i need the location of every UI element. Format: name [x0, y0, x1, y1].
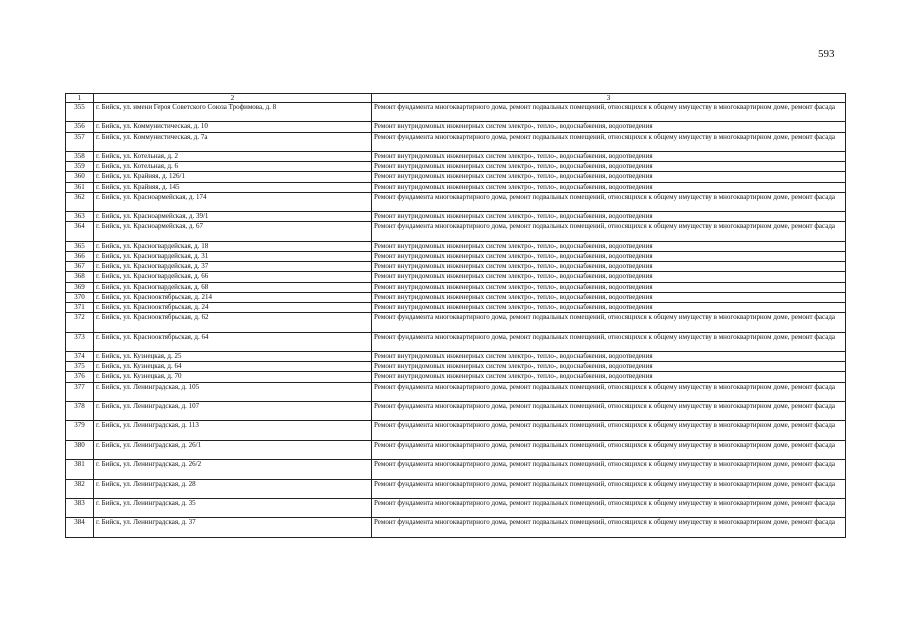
row-work-type: Ремонт фундамента многоквартирного дома, ремонт подвальных помещений, относящихся к общему имуществу в многоквартирном доме, ремонт фасада: [372, 313, 846, 332]
table-row: [66, 382, 846, 401]
header-col-1: 1: [66, 94, 94, 103]
row-address: г. Бийск, ул. Ленинградская, д. 37: [94, 518, 372, 537]
table-row: [66, 313, 846, 332]
row-number: 363: [66, 212, 94, 222]
table-row: [66, 498, 846, 517]
row-number: 379: [66, 421, 94, 440]
row-address: г. Бийск, ул. Красногвардейская, д. 68: [94, 282, 372, 292]
row-address: г. Бийск, ул. Красногвардейская, д. 37: [94, 262, 372, 272]
table-row: [66, 262, 846, 272]
row-address: г. Бийск, ул. Красноармейская, д. 39/1: [94, 212, 372, 222]
row-work-type: Ремонт внутридомовых инженерных систем электро-, тепло-, водоснабжения, водоотведения: [372, 351, 846, 361]
table-row: [66, 272, 846, 282]
row-address: г. Бийск, ул. Красноармейская, д. 67: [94, 222, 372, 241]
row-number: 370: [66, 292, 94, 302]
row-number: 384: [66, 518, 94, 537]
row-work-type: Ремонт фундамента многоквартирного дома, ремонт подвальных помещений, относящихся к общему имуществу в многоквартирном доме, ремонт фасада: [372, 103, 846, 122]
row-work-type: Ремонт внутридомовых инженерных систем электро-, тепло-, водоснабжения, водоотведения: [372, 292, 846, 302]
table-row: [66, 132, 846, 151]
table-row: [66, 241, 846, 251]
row-address: г. Бийск, ул. Крайняя, д. 126/1: [94, 172, 372, 182]
row-address: г. Бийск, ул. Ленинградская, д. 28: [94, 479, 372, 498]
row-number: 367: [66, 262, 94, 272]
table-row: [66, 518, 846, 537]
table-row: [66, 182, 846, 192]
row-number: 365: [66, 241, 94, 251]
row-number: 376: [66, 372, 94, 382]
row-work-type: Ремонт внутридомовых инженерных систем электро-, тепло-, водоснабжения, водоотведения: [372, 122, 846, 132]
table-row: [66, 351, 846, 361]
row-address: г. Бийск, ул. Краснооктябрьская, д. 64: [94, 332, 372, 351]
row-address: г. Бийск, ул. Кузнецкая, д. 64: [94, 362, 372, 372]
table-row: [66, 222, 846, 241]
table-row: [66, 460, 846, 479]
table-row: [66, 192, 846, 211]
row-address: г. Бийск, ул. Краснооктябрьская, д. 62: [94, 313, 372, 332]
row-work-type: Ремонт фундамента многоквартирного дома, ремонт подвальных помещений, относящихся к общему имуществу в многоквартирном доме, ремонт фасада: [372, 132, 846, 151]
table-row: [66, 479, 846, 498]
row-work-type: Ремонт внутридомовых инженерных систем электро-, тепло-, водоснабжения, водоотведения: [372, 272, 846, 282]
row-number: 355: [66, 103, 94, 122]
row-work-type: Ремонт фундамента многоквартирного дома, ремонт подвальных помещений, относящихся к общему имуществу в многоквартирном доме, ремонт фасада: [372, 440, 846, 459]
table-row: [66, 212, 846, 222]
works-table: [65, 93, 846, 538]
row-number: 377: [66, 382, 94, 401]
row-address: г. Бийск, ул. Крайняя, д. 145: [94, 182, 372, 192]
table-row: [66, 440, 846, 459]
row-address: г. Бийск, ул. Котельная, д. 2: [94, 151, 372, 161]
row-work-type: Ремонт внутридомовых инженерных систем электро-, тепло-, водоснабжения, водоотведения: [372, 151, 846, 161]
table-row: [66, 172, 846, 182]
row-address: г. Бийск, ул. Ленинградская, д. 26/1: [94, 440, 372, 459]
table-row: [66, 332, 846, 351]
table-row: [66, 282, 846, 292]
row-address: г. Бийск, ул. Красноармейская, д. 174: [94, 192, 372, 211]
row-number: 381: [66, 460, 94, 479]
row-work-type: Ремонт внутридомовых инженерных систем электро-, тепло-, водоснабжения, водоотведения: [372, 262, 846, 272]
row-address: г. Бийск, ул. Ленинградская, д. 113: [94, 421, 372, 440]
table-row: [66, 251, 846, 261]
row-number: 374: [66, 351, 94, 361]
table-row: [66, 292, 846, 302]
row-number: 360: [66, 172, 94, 182]
row-work-type: Ремонт внутридомовых инженерных систем электро-, тепло-, водоснабжения, водоотведения: [372, 182, 846, 192]
table-row: [66, 303, 846, 313]
row-work-type: Ремонт внутридомовых инженерных систем электро-, тепло-, водоснабжения, водоотведения: [372, 241, 846, 251]
row-address: г. Бийск, ул. Краснооктябрьская, д. 24: [94, 303, 372, 313]
row-address: г. Бийск, ул. Краснооктябрьская, д. 214: [94, 292, 372, 302]
row-address: г. Бийск, ул. Красногвардейская, д. 66: [94, 272, 372, 282]
row-work-type: Ремонт фундамента многоквартирного дома, ремонт подвальных помещений, относящихся к общему имуществу в многоквартирном доме, ремонт фасада: [372, 401, 846, 420]
row-address: г. Бийск, ул. Котельная, д. 6: [94, 162, 372, 172]
row-address: г. Бийск, ул. Красногвардейская, д. 31: [94, 251, 372, 261]
row-address: г. Бийск, ул. Ленинградская, д. 105: [94, 382, 372, 401]
row-number: 366: [66, 251, 94, 261]
page-number: 593: [818, 48, 835, 60]
row-work-type: Ремонт фундамента многоквартирного дома, ремонт подвальных помещений, относящихся к общему имуществу в многоквартирном доме, ремонт фасада: [372, 498, 846, 517]
row-number: 375: [66, 362, 94, 372]
row-address: г. Бийск, ул. Ленинградская, д. 107: [94, 401, 372, 420]
row-number: 373: [66, 332, 94, 351]
works-table-body: [66, 94, 846, 538]
row-number: 378: [66, 401, 94, 420]
row-number: 371: [66, 303, 94, 313]
row-work-type: Ремонт внутридомовых инженерных систем электро-, тепло-, водоснабжения, водоотведения: [372, 212, 846, 222]
row-number: 356: [66, 122, 94, 132]
row-number: 359: [66, 162, 94, 172]
row-address: г. Бийск, ул. Коммунистическая, д. 7а: [94, 132, 372, 151]
row-work-type: Ремонт фундамента многоквартирного дома, ремонт подвальных помещений, относящихся к общему имуществу в многоквартирном доме, ремонт фасада: [372, 460, 846, 479]
table-row: [66, 151, 846, 161]
row-address: г. Бийск, ул. Кузнецкая, д. 25: [94, 351, 372, 361]
table-row: [66, 421, 846, 440]
table-row: [66, 162, 846, 172]
row-number: 380: [66, 440, 94, 459]
table-row: [66, 103, 846, 122]
row-number: 362: [66, 192, 94, 211]
row-work-type: Ремонт внутридомовых инженерных систем электро-, тепло-, водоснабжения, водоотведения: [372, 372, 846, 382]
row-number: 368: [66, 272, 94, 282]
row-work-type: Ремонт фундамента многоквартирного дома, ремонт подвальных помещений, относящихся к общему имуществу в многоквартирном доме, ремонт фасада: [372, 479, 846, 498]
table-row: [66, 372, 846, 382]
row-work-type: Ремонт фундамента многоквартирного дома, ремонт подвальных помещений, относящихся к общему имуществу в многоквартирном доме, ремонт фасада: [372, 518, 846, 537]
row-address: г. Бийск, ул. Красногвардейская, д. 18: [94, 241, 372, 251]
row-work-type: Ремонт фундамента многоквартирного дома, ремонт подвальных помещений, относящихся к общему имуществу в многоквартирном доме, ремонт фасада: [372, 382, 846, 401]
row-work-type: Ремонт внутридомовых инженерных систем электро-, тепло-, водоснабжения, водоотведения: [372, 282, 846, 292]
row-number: 364: [66, 222, 94, 241]
row-address: г. Бийск, ул. Кузнецкая, д. 70: [94, 372, 372, 382]
row-address: г. Бийск, ул. Коммунистическая, д. 10: [94, 122, 372, 132]
header-col-3: 3: [372, 94, 846, 103]
row-number: 361: [66, 182, 94, 192]
row-work-type: Ремонт фундамента многоквартирного дома, ремонт подвальных помещений, относящихся к общему имуществу в многоквартирном доме, ремонт фасада: [372, 421, 846, 440]
row-number: 369: [66, 282, 94, 292]
row-work-type: Ремонт фундамента многоквартирного дома, ремонт подвальных помещений, относящихся к общему имуществу в многоквартирном доме, ремонт фасада: [372, 332, 846, 351]
row-address: г. Бийск, ул. имени Героя Советского Союза Трофимова, д. 8: [94, 103, 372, 122]
row-address: г. Бийск, ул. Ленинградская, д. 26/2: [94, 460, 372, 479]
row-work-type: Ремонт внутридомовых инженерных систем электро-, тепло-, водоснабжения, водоотведения: [372, 162, 846, 172]
row-work-type: Ремонт внутридомовых инженерных систем электро-, тепло-, водоснабжения, водоотведения: [372, 362, 846, 372]
header-col-2: 2: [94, 94, 372, 103]
row-address: г. Бийск, ул. Ленинградская, д. 35: [94, 498, 372, 517]
row-work-type: Ремонт фундамента многоквартирного дома, ремонт подвальных помещений, относящихся к общему имуществу в многоквартирном доме, ремонт фасада: [372, 222, 846, 241]
row-number: 372: [66, 313, 94, 332]
row-work-type: Ремонт фундамента многоквартирного дома, ремонт подвальных помещений, относящихся к общему имуществу в многоквартирном доме, ремонт фасада: [372, 192, 846, 211]
table-header-row: [66, 94, 846, 103]
table-row: [66, 122, 846, 132]
row-work-type: Ремонт внутридомовых инженерных систем электро-, тепло-, водоснабжения, водоотведения: [372, 251, 846, 261]
row-number: 382: [66, 479, 94, 498]
table-row: [66, 362, 846, 372]
row-number: 357: [66, 132, 94, 151]
row-work-type: Ремонт внутридомовых инженерных систем электро-, тепло-, водоснабжения, водоотведения: [372, 172, 846, 182]
row-work-type: Ремонт внутридомовых инженерных систем электро-, тепло-, водоснабжения, водоотведения: [372, 303, 846, 313]
row-number: 358: [66, 151, 94, 161]
table-row: [66, 401, 846, 420]
row-number: 383: [66, 498, 94, 517]
